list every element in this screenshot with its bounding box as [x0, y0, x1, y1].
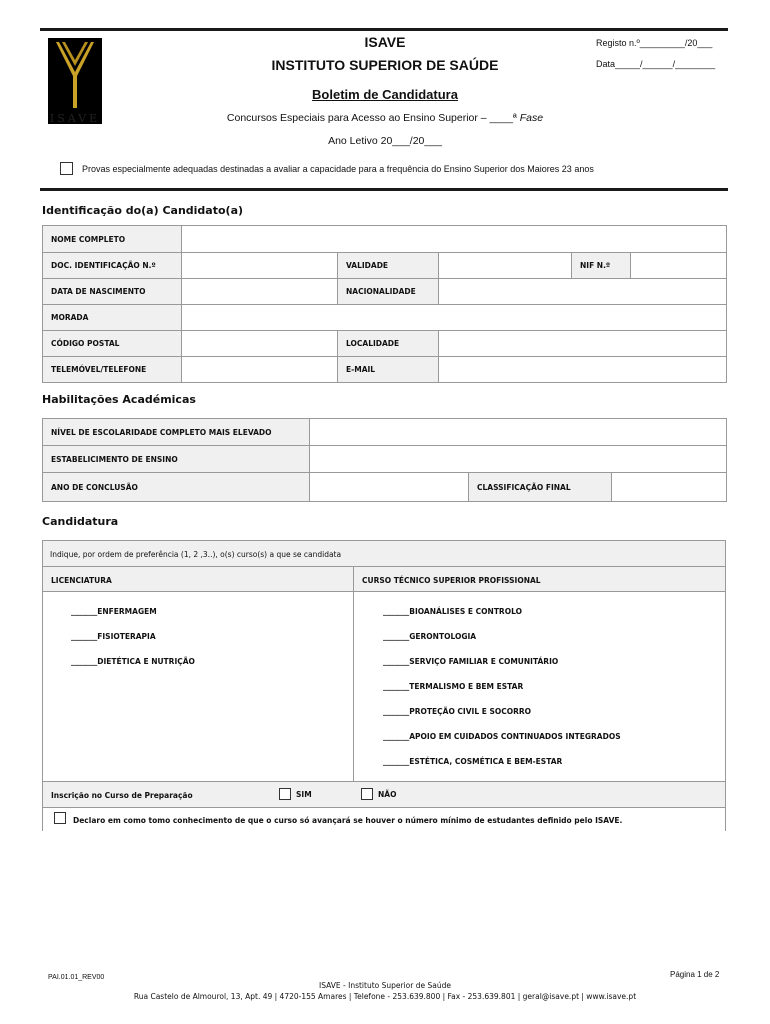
nao-option: [361, 788, 396, 800]
nacionalidade-label: NACIONALIDADE: [338, 279, 439, 305]
telemovel-input[interactable]: [182, 357, 338, 383]
section-rule: [40, 188, 728, 191]
nome-completo-label: NOME COMPLETO: [43, 226, 182, 253]
nao-label: NÃO: [378, 789, 397, 799]
validade-input[interactable]: [439, 253, 572, 279]
candidatura-hint: Indique, por ordem de preferência (1, 2 ,3..), o(s) curso(s) a que se candidata: [43, 541, 725, 567]
section-title-candidatura: Candidatura: [42, 515, 119, 528]
classificacao-label: CLASSIFICAÇÃO FINAL: [469, 473, 612, 502]
declaracao-text: Declaro em como tomo conhecimento de que o curso só avançará se houver o número mínimo de estudantes definido pelo ISAVE.: [73, 816, 623, 825]
course-bioanalises[interactable]: _______BIOANÁLISES E CONTROLO: [383, 607, 522, 616]
morada-label: MORADA: [43, 305, 182, 331]
registo-field[interactable]: Registo n.º_________/20___: [596, 38, 713, 48]
localidade-input[interactable]: [439, 331, 727, 357]
email-input[interactable]: [439, 357, 727, 383]
course-dietetica[interactable]: _______DIETÉTICA E NUTRIÇÃO: [71, 657, 195, 666]
data-nascimento-input[interactable]: [182, 279, 338, 305]
nif-label: NIF N.º: [572, 253, 631, 279]
sim-option: [279, 788, 312, 800]
habilitacoes-table: [42, 418, 727, 502]
subtitle-fase: Fase: [519, 112, 544, 124]
course-servico-familiar[interactable]: _______SERVIÇO FAMILIAR E COMUNITÁRIO: [383, 657, 559, 666]
data-nascimento-label: DATA DE NASCIMENTO: [43, 279, 182, 305]
org-short-name: ISAVE: [364, 34, 406, 50]
ano-conclusao-label: ANO DE CONCLUSÃO: [43, 473, 310, 502]
page-number: Página 1 de 2: [670, 970, 720, 979]
course-estetica[interactable]: _______ESTÉTICA, COSMÉTICA E BEM-ESTAR: [383, 757, 563, 766]
codigo-postal-label: CÓDIGO POSTAL: [43, 331, 182, 357]
validade-label: VALIDADE: [338, 253, 439, 279]
top-rule: [40, 28, 728, 31]
candidatura-box: [42, 540, 726, 831]
estabelecimento-input[interactable]: [310, 446, 727, 473]
classificacao-input[interactable]: [612, 473, 727, 502]
course-fisioterapia[interactable]: _______FISIOTERAPIA: [71, 632, 156, 641]
course-enfermagem[interactable]: _______ENFERMAGEM: [71, 607, 157, 616]
nao-checkbox[interactable]: [361, 788, 373, 800]
nivel-escolaridade-label: NÍVEL DE ESCOLARIDADE COMPLETO MAIS ELEVADO: [43, 419, 310, 446]
sim-label: SIM: [296, 789, 312, 799]
data-field[interactable]: Data_____/______/________: [596, 59, 716, 69]
curso-preparacao-row: [43, 781, 725, 807]
email-label: E-MAIL: [338, 357, 439, 383]
subtitle: [0, 112, 770, 124]
section-title-identificacao: Identificação do(a) Candidato(a): [42, 204, 244, 217]
footer-institution: ISAVE - Instituto Superior de Saúde: [319, 981, 451, 990]
doc-identificacao-input[interactable]: [182, 253, 338, 279]
estabelecimento-label: ESTABELICIMENTO DE ENSINO: [43, 446, 310, 473]
org-full-name: INSTITUTO SUPERIOR DE SAÚDE: [271, 57, 499, 73]
telemovel-label: TELEMÓVEL/TELEFONE: [43, 357, 182, 383]
course-termalismo[interactable]: _______TERMALISMO E BEM ESTAR: [383, 682, 524, 691]
footer-address: Rua Castelo de Almourol, 13, Apt. 49 | 4720-155 Amares | Telefone - 253.639.800 | Fax - 253.639.801 | geral@isave.pt | www.isave.pt: [133, 992, 637, 1001]
provas-label: Provas especialmente adequadas destinadas a avaliar a capacidade para a frequência do Ensino Superior dos Maiores 23 anos: [82, 163, 594, 174]
course-protecao-civil[interactable]: _______PROTEÇÃO CIVIL E SOCORRO: [383, 707, 532, 716]
sim-checkbox[interactable]: [279, 788, 291, 800]
document-code: PAI.01.01_REV00: [48, 974, 105, 981]
doc-identificacao-label: DOC. IDENTIFICAÇÃO N.º: [43, 253, 182, 279]
subtitle-text: Concursos Especiais para Acesso ao Ensino Superior – ____ª: [226, 112, 520, 124]
nivel-escolaridade-input[interactable]: [310, 419, 727, 446]
localidade-label: LOCALIDADE: [338, 331, 439, 357]
curso-preparacao-label: Inscrição no Curso de Preparação: [51, 791, 193, 800]
nome-completo-input[interactable]: [182, 226, 727, 253]
morada-input[interactable]: [182, 305, 727, 331]
provas-option: [60, 162, 594, 175]
section-title-habilitacoes: Habilitações Académicas: [42, 393, 196, 406]
licenciatura-header: LICENCIATURA: [43, 567, 353, 592]
declaracao-row: [43, 807, 725, 831]
codigo-postal-input[interactable]: [182, 331, 338, 357]
course-gerontologia[interactable]: _______GERONTOLOGIA: [383, 632, 477, 641]
provas-checkbox[interactable]: [60, 162, 73, 175]
nif-input[interactable]: [631, 253, 727, 279]
ctsp-header: CURSO TÉCNICO SUPERIOR PROFISSIONAL: [353, 567, 725, 592]
ano-letivo[interactable]: Ano Letivo 20___/20___: [328, 135, 442, 147]
declaracao-checkbox[interactable]: [54, 812, 66, 824]
document-title: Boletim de Candidatura: [312, 87, 458, 102]
course-apoio-cuidados[interactable]: _______APOIO EM CUIDADOS CONTINUADOS INTEGRADOS: [383, 732, 621, 741]
nacionalidade-input[interactable]: [439, 279, 727, 305]
column-divider: [353, 567, 354, 781]
ano-conclusao-input[interactable]: [310, 473, 469, 502]
identificacao-table: [42, 225, 727, 383]
logo-text: ISAVE: [49, 112, 101, 125]
